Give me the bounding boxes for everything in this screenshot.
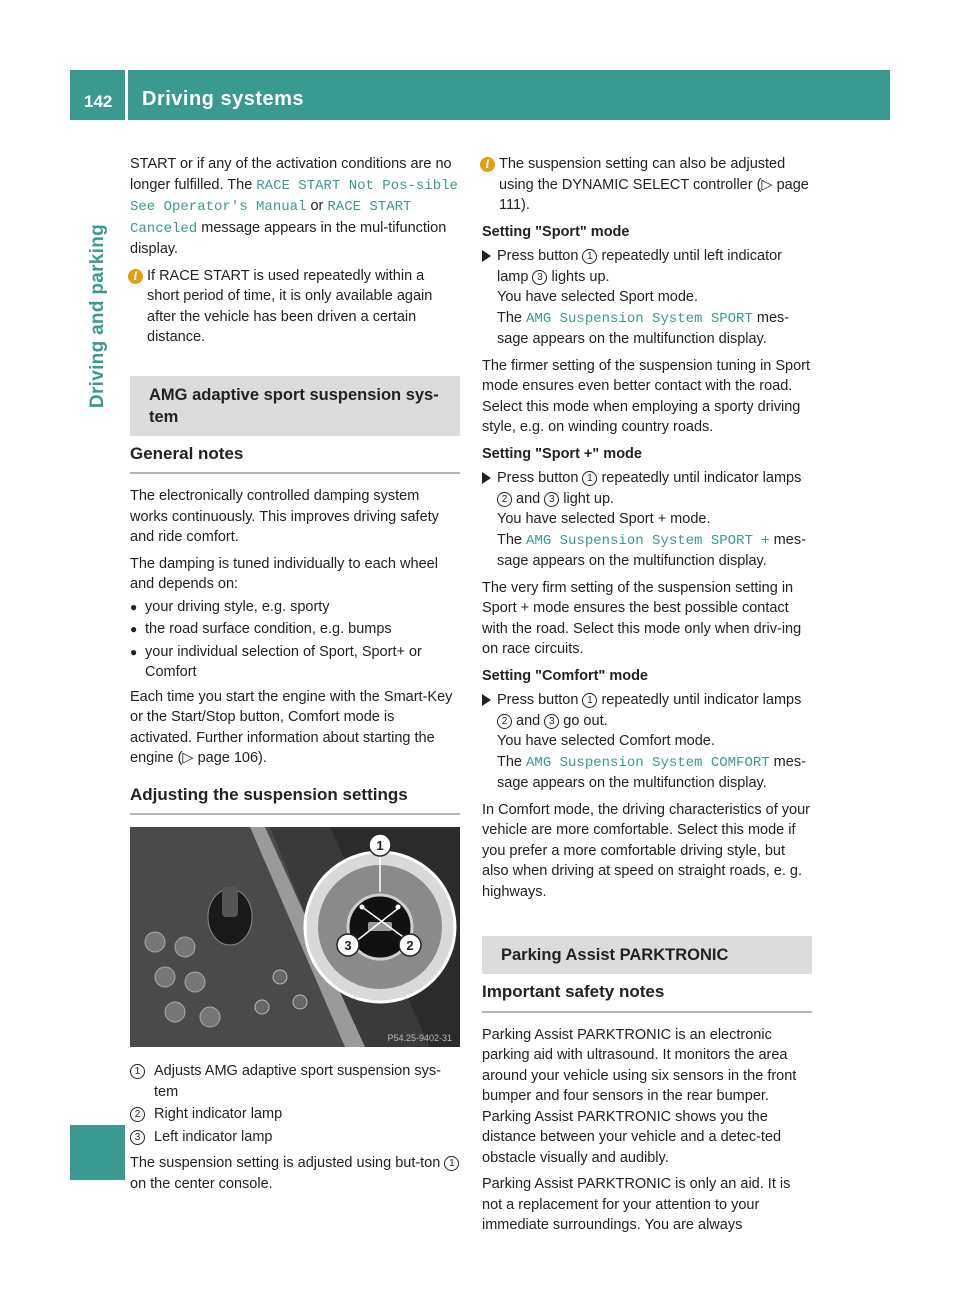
step-arrow-icon: [482, 472, 491, 484]
legend-item: 3 Left indicator lamp: [130, 1127, 460, 1148]
legend-number: 1: [130, 1064, 145, 1079]
bullet-item: ● your driving style, e.g. sporty: [130, 597, 460, 618]
center-console-photo: [130, 827, 460, 1047]
callout-3: 3: [344, 938, 352, 953]
paragraph: The firmer setting of the suspension tuning in Sport mode ensures even better contact with the road. Select this mode when employing a sporty driving style, e.g. on winding country roads.: [482, 357, 811, 435]
race-start-canceled-message: RACE START Canceled: [130, 199, 412, 237]
bullet-icon: ●: [130, 599, 138, 614]
paragraph: The electronically controlled damping system works continuously. This improves driving safety and ride comfort.: [130, 488, 439, 545]
center-console-illustration: [130, 827, 460, 1047]
legend-number: 3: [130, 1130, 145, 1145]
image-code: P54.25-9402-31: [387, 1033, 452, 1043]
step-arrow-icon: [482, 694, 491, 706]
sport-message: AMG Suspension System SPORT: [526, 310, 753, 327]
info-icon: i: [128, 269, 143, 284]
paragraph: In Comfort mode, the driving characteristics of your vehicle are more comfortable. Select this mode if you prefer a more comfortable driving style, but also when driving at speed on straight roads, e. g. highways.: [482, 801, 810, 900]
race-start-not-possible-message: RACE START Not Pos‐sible See Operator's Manual: [130, 177, 458, 215]
callout-2: 2: [406, 938, 414, 953]
side-tab-label-wrap: [87, 223, 108, 409]
heading-safety-notes: Important safety notes: [482, 982, 812, 1013]
side-tab-marker: [70, 1125, 125, 1180]
bullet-icon: ●: [130, 622, 138, 636]
heading-comfort-mode: Setting "Comfort" mode: [482, 667, 648, 684]
bullet-item: ● the road surface condition, e.g. bumps: [130, 619, 460, 640]
section-heading-parktronic: Parking Assist PARKTRONIC: [482, 936, 812, 974]
instruction-step: Press button 1 repeatedly until indicator lamps 2 and 3 go out. You have selected Comfort mode. The AMG Suspension System COMFORT mes-sage appears on the multifunction display.: [482, 690, 812, 794]
instruction-step: Press button 1 repeatedly until indicator lamps 2 and 3 light up. You have selected Sport + mode. The AMG Suspension System SPORT + mes-sage appears on the multifunction display.: [482, 468, 812, 572]
step-arrow-icon: [482, 250, 491, 262]
left-column: [130, 154, 460, 1200]
header-bar: [70, 70, 890, 120]
right-column: [482, 154, 812, 1242]
comfort-message: AMG Suspension System COMFORT: [526, 754, 770, 771]
callout-1: 1: [376, 838, 384, 853]
legend-number: 2: [130, 1107, 145, 1122]
page-number: 142: [84, 92, 113, 111]
info-icon: i: [480, 157, 495, 172]
sport-plus-message: AMG Suspension System SPORT +: [526, 532, 770, 549]
side-tab-label: Driving and parking: [87, 223, 108, 409]
chapter-title: Driving systems: [142, 88, 305, 110]
paragraph: The very firm setting of the suspension setting in Sport + mode ensures the best possible contact with the road. Select this mode only when driv-ing on race circuits.: [482, 579, 802, 657]
legend-item: 1 Adjusts AMG adaptive sport suspension sys-tem: [130, 1061, 460, 1102]
paragraph: Parking Assist PARKTRONIC is an electronic parking aid with ultrasound. It monitors the area around your vehicle using six sensors in the front bumper and four sensors in the rear bumper. Parking Assist PARKTRONIC shows you the distance between your vehicle and a detec-ted obstacle visually and audibly.: [482, 1026, 797, 1166]
intro-paragraph: START or if any of the activation conditions are no longer fulfilled. The RACE START Not Pos‐sible See Operator's Manual or RACE START Canceled message appears in the mul-tifunction display.: [130, 156, 458, 257]
paragraph: The suspension setting is adjusted using but-ton 1 on the center console.: [130, 1153, 460, 1194]
paragraph: The damping is tuned individually to each wheel and depends on:: [130, 555, 438, 592]
bullet-icon: ●: [130, 644, 138, 659]
header-divider: [125, 70, 128, 120]
legend-item: 2 Right indicator lamp: [130, 1104, 460, 1125]
section-heading-suspension: AMG adaptive sport suspension sys-tem: [130, 376, 460, 436]
heading-general-notes: General notes: [130, 444, 460, 475]
info-note: i If RACE START is used repeatedly within a short period of time, it is only available again after the vehicle has been driven a certain distance.: [130, 266, 460, 348]
paragraph: Each time you start the engine with the Smart-Key or the Start/Stop button, Comfort mode is activated. Further information about starting the engine (▷ page 106).: [130, 688, 453, 766]
paragraph: Parking Assist PARKTRONIC is only an aid. It is not a replacement for your attention to your immediate surroundings. You are always: [482, 1176, 791, 1233]
info-note: i The suspension setting can also be adjusted using the DYNAMIC SELECT controller (▷ page 111).: [482, 154, 812, 216]
heading-sport-plus-mode: Setting "Sport +" mode: [482, 445, 642, 462]
bullet-item: ● your individual selection of Sport, Sport+ or Comfort: [130, 643, 422, 680]
heading-adjusting-suspension: Adjusting the suspension settings: [130, 785, 460, 816]
instruction-step: Press button 1 repeatedly until left indicator lamp 3 lights up. You have selected Sport mode. The AMG Suspension System SPORT mes-sage appears on the multifunction display.: [482, 246, 812, 350]
heading-sport-mode: Setting "Sport" mode: [482, 223, 630, 240]
